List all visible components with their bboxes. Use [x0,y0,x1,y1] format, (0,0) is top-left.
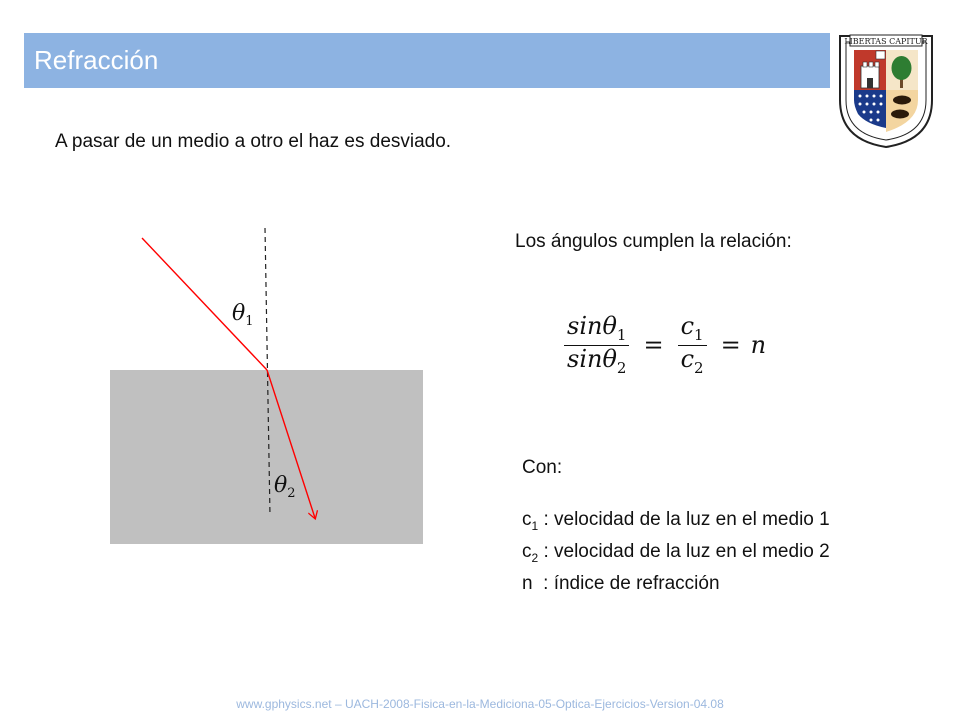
legend-row: $c_1$ : velocidad de la luz en el medio 1 [522,509,830,533]
relation-text: Los ángulos cumplen la relación: [515,231,792,252]
intro-text: A pasar de un medio a otro el haz es desviado. [55,131,452,152]
sine-ratio-fraction: $\frac{\sin\theta_1}{\sin\theta_2}$ [564,313,629,376]
slide-title: Refracción [34,45,159,75]
equals-sign: = [720,331,741,359]
angle-theta2-label: $\theta_2$ [274,473,296,501]
refraction-diagram [100,220,440,560]
angle-theta1-label: $\theta_1$ [232,301,254,329]
title-bar [24,33,830,88]
university-crest-logo [836,30,936,150]
medium-block [110,370,423,544]
legend-row: n : índice de refracción [522,572,720,594]
crest-icon [836,30,936,150]
snell-formula [560,310,766,380]
equals-sign: = [643,331,664,359]
refractive-index-symbol: n [750,331,767,359]
variable-legend [522,455,830,597]
speed-ratio-fraction: $\frac{c_1}{c_2}$ [678,313,707,376]
incident-ray [142,238,267,370]
crest-banner-text: LIBERTAS CAPITUR [844,37,928,46]
legend-row: $c_2$ : velocidad de la luz en el medio 2 [522,540,830,565]
legend-heading: Con: [522,457,563,478]
footer-source-text: www.gphysics.net – UACH-2008-Fisica-en-la-Mediciona-05-Optica-Ejercicios-Version-04.08 [236,697,724,711]
